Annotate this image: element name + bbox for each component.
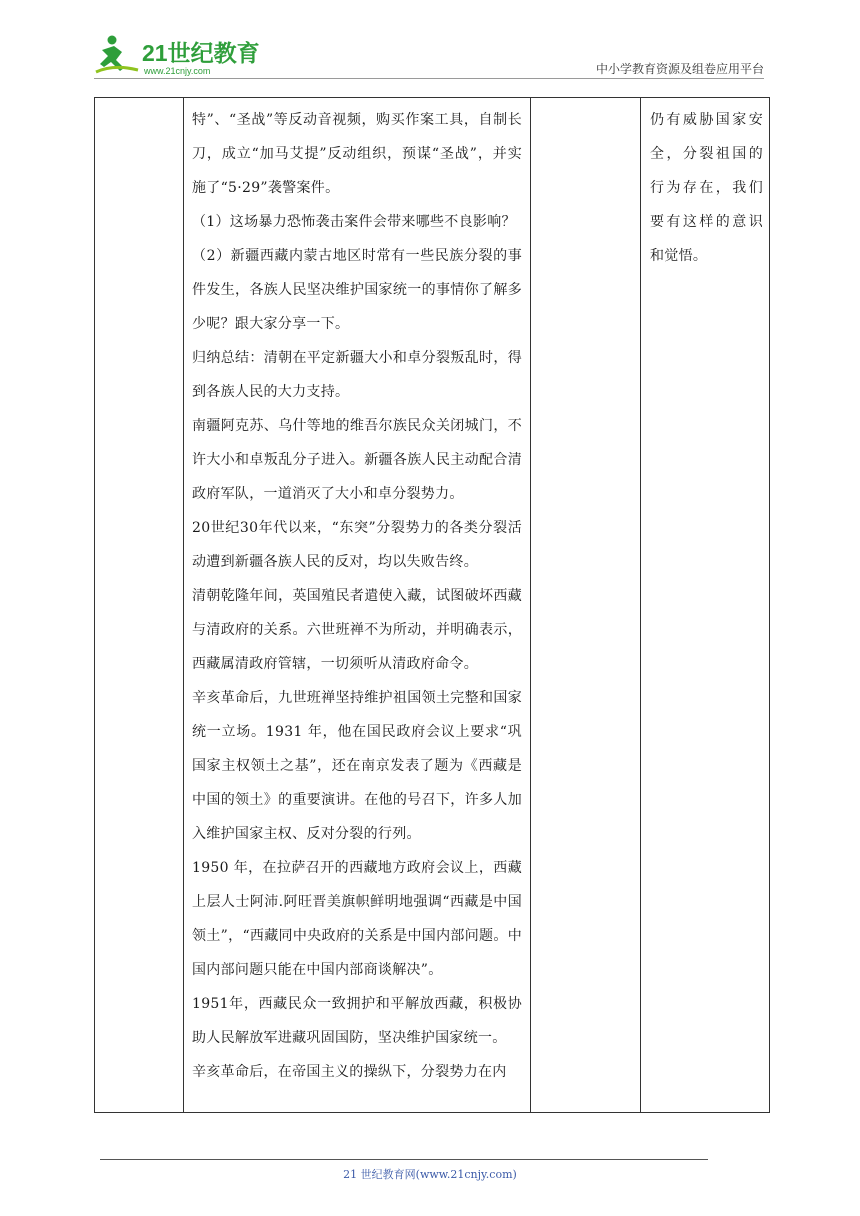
content-paragraph: 辛亥革命后，在帝国主义的操纵下，分裂势力在内 <box>192 1064 507 1080</box>
content-paragraph: 清朝乾隆年间，英国殖民者遣使入藏，试图破坏西藏与清政府的关系。六世班禅不为所动，并明确表示，西藏属清政府管辖，一切须听从清政府命令。 <box>192 588 522 672</box>
content-paragraph: 20世纪30年代以来，“东突”分裂势力的各类分裂活动遭到新疆各族人民的反对，均以失败告终。 <box>192 520 522 570</box>
design-intent-text: 仍有威胁国家安全，分裂祖国的行为存在，我们要有这样的意识和觉悟。 <box>650 112 763 264</box>
footer-divider <box>100 1159 708 1160</box>
empty-cell-1 <box>95 98 184 1113</box>
content-paragraph: 1951年，西藏民众一致拥护和平解放西藏，积极协助人民解放军进藏巩固国防，坚决维护国家统一。 <box>192 996 522 1046</box>
runner-logo-icon <box>94 34 264 76</box>
footer-text: 21 世纪教育网(www.21cnjy.com) <box>343 1168 517 1181</box>
activity-content <box>184 98 530 1089</box>
page-header <box>94 30 764 78</box>
lesson-table <box>94 97 770 1113</box>
empty-cell-3 <box>531 98 641 1113</box>
content-paragraph: 辛亥革命后，九世班禅坚持维护祖国领土完整和国家统一立场。1931 年，他在国民政府会议上要求“巩国家主权领土之基”，还在南京发表了题为《西藏是中国的领土》的重要演讲。在他的号召下，许多人加入维护国家主权、反对分裂的行列。 <box>192 690 522 842</box>
content-paragraph: 1950 年，在拉萨召开的西藏地方政府会议上，西藏上层人士阿沛.阿旺晋美旗帜鲜明地强调“西藏是中国领土”，“西藏同中央政府的关系是中国内部问题。中国内部问题只能在中国内部商谈解决”。 <box>192 860 522 978</box>
platform-name: 中小学教育资源及组卷应用平台 <box>595 62 764 76</box>
logo-text: 21世纪教育 <box>142 40 260 66</box>
content-paragraph: 归纳总结：清朝在平定新疆大小和卓分裂叛乱时，得到各族人民的大力支持。 <box>192 350 522 400</box>
content-paragraph: 特”、“圣战”等反动音视频，购买作案工具，自制长刀，成立“加马艾提”反动组织，预谋“圣战”，并实施了“5·29”袭警案件。 <box>192 112 522 196</box>
content-paragraph: （2）新疆西藏内蒙古地区时常有一些民族分裂的事件发生，各族人民坚决维护国家统一的事情你了解多少呢？跟大家分享一下。 <box>192 248 522 332</box>
logo-url: www.21cnjy.com <box>144 66 211 76</box>
header-divider <box>94 78 764 79</box>
table-row <box>95 98 770 1113</box>
logo <box>94 34 264 76</box>
activity-content-cell <box>184 98 531 1113</box>
design-intent-cell <box>641 98 770 1113</box>
content-paragraph: 南疆阿克苏、乌什等地的维吾尔族民众关闭城门，不许大小和卓叛乱分子进入。新疆各族人民主动配合清政府军队，一道消灭了大小和卓分裂势力。 <box>192 418 522 502</box>
content-paragraph: （1）这场暴力恐怖袭击案件会带来哪些不良影响？ <box>192 214 516 230</box>
